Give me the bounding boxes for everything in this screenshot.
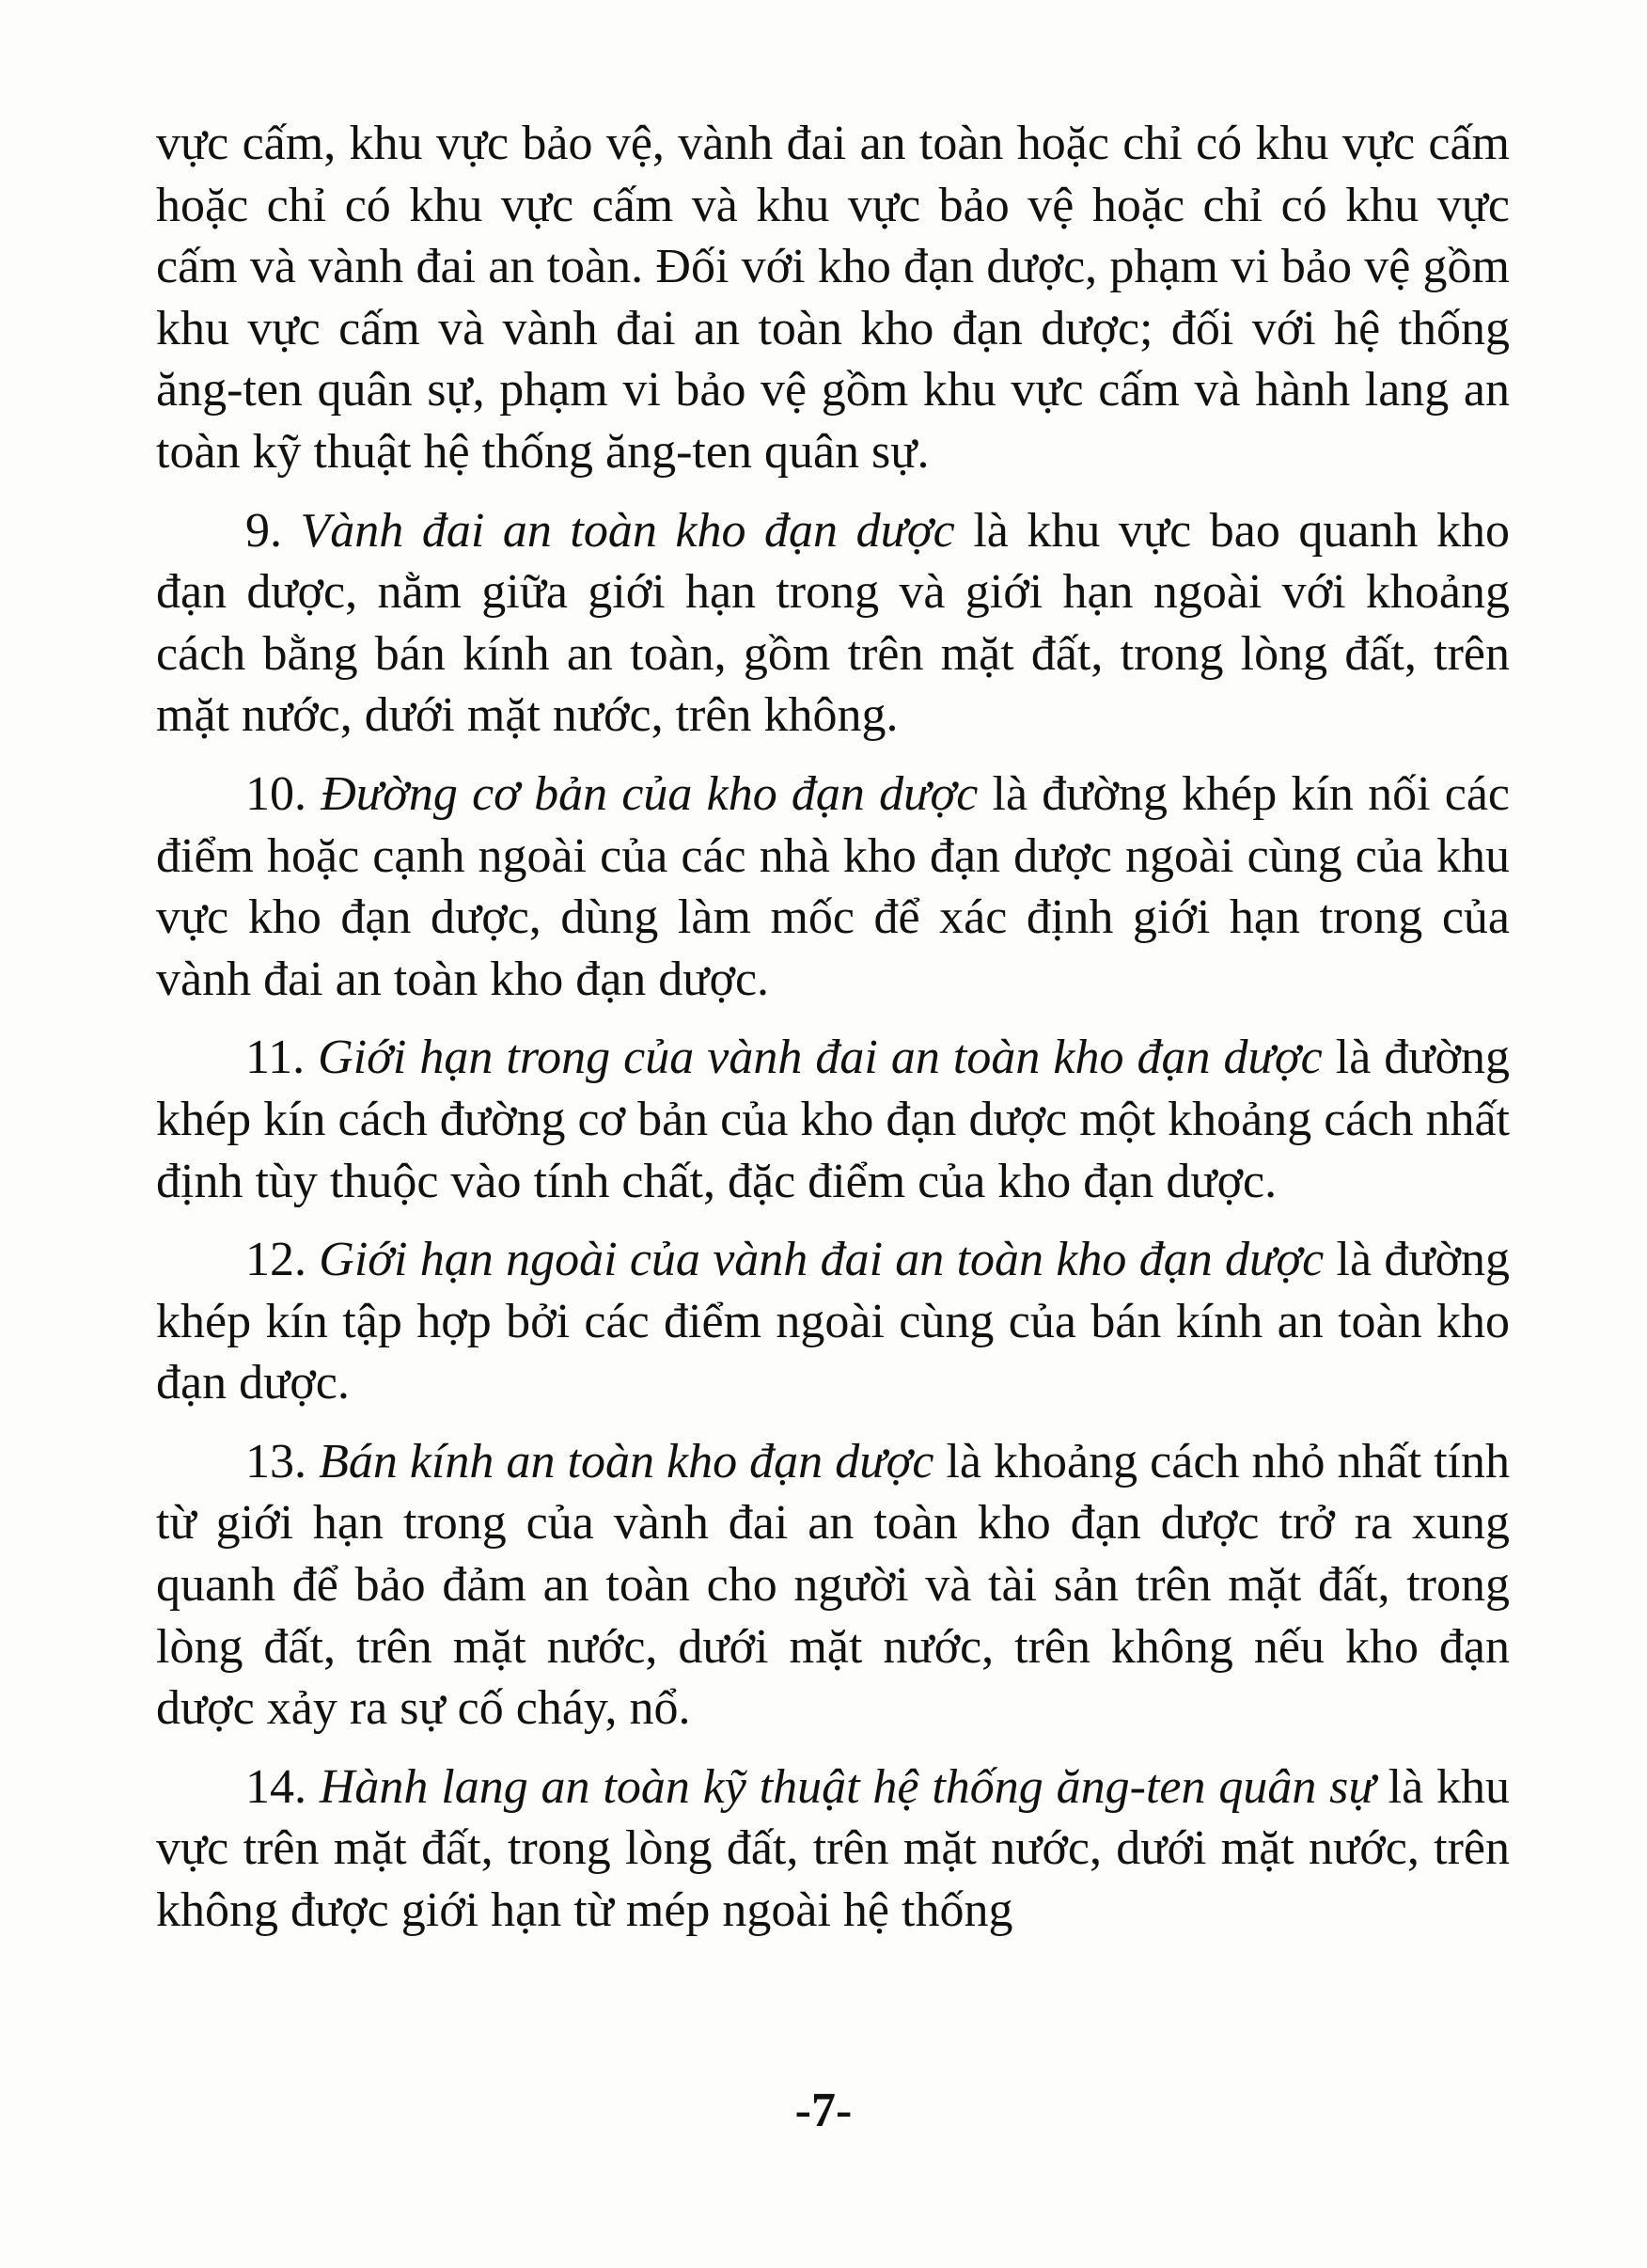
paragraph-text: là khoảng cách nhỏ nhất tính từ giới hạn trong của vành đai an toàn kho đạn dược trở ra xung quanh để bảo đảm an toàn cho người và tài sản trên mặt đất, trong lòng đất, trên mặt nước, dưới mặt nước, trên không nếu kho đạn dược xảy ra sự cố cháy, nổ. (156, 1434, 1511, 1736)
paragraph-text: là đường khép kín cách đường cơ bản của kho đạn dược một khoảng cách nhất định tùy thuộc vào tính chất, đặc điểm của kho đạn dược. (156, 1031, 1510, 1208)
paragraph-text: là đường khép kín nối các điểm hoặc cạnh ngoài của các nhà kho đạn dược ngoài cùng của khu vực kho đạn dược, dùng làm mốc để xác định giới hạn trong của vành đai an toàn kho đạn dược. (156, 766, 1510, 1006)
paragraph-9 (156, 500, 1510, 747)
defined-term: Hành lang an toàn kỹ thuật hệ thống ăng-ten quân sự (319, 1759, 1375, 1814)
paragraph-text: là đường khép kín tập hợp bởi các điểm ngoài cùng của bán kính an toàn kho đạn dược. (156, 1233, 1510, 1410)
defined-term: Giới hạn trong của vành đai an toàn kho đạn dược (318, 1031, 1323, 1085)
paragraph-10 (156, 764, 1510, 1010)
defined-term: Giới hạn ngoài của vành đai an toàn kho đạn dược (319, 1233, 1325, 1287)
defined-term: Bán kính an toàn kho đạn dược (319, 1434, 934, 1488)
paragraph-number: 11. (245, 1031, 319, 1085)
paragraph-number: 12. (245, 1233, 320, 1287)
paragraph-11 (156, 1027, 1510, 1212)
body-text (156, 113, 1510, 1959)
paragraph-number: 9. (245, 503, 301, 558)
paragraph-14 (156, 1756, 1510, 1942)
paragraph-13 (156, 1431, 1510, 1740)
paragraph-number: 10. (245, 766, 322, 821)
paragraph-text: vực cấm, khu vực bảo vệ, vành đai an toàn hoặc chỉ có khu vực cấm hoặc chỉ có khu vực cấm và khu vực bảo vệ hoặc chỉ có khu vực cấm và vành đai an toàn. Đối với kho đạn dược, phạm vi bảo vệ gồm khu vực cấm và vành đai an toàn kho đạn dược; đối với hệ thống ăng-ten quân sự, phạm vi bảo vệ gồm khu vực cấm và hành lang an toàn kỹ thuật hệ thống ăng-ten quân sự. (156, 117, 1510, 479)
paragraph-number: 13. (245, 1434, 320, 1488)
paragraph-text: là khu vực trên mặt đất, trong lòng đất, trên mặt nước, dưới mặt nước, trên không được giới hạn từ mép ngoài hệ thống (156, 1759, 1510, 1938)
paragraph-text: là khu vực bao quanh kho đạn dược, nằm giữa giới hạn trong và giới hạn ngoài với khoảng cách bằng bán kính an toàn, gồm trên mặt đất, trong lòng đất, trên mặt nước, dưới mặt nước, trên không. (156, 503, 1510, 743)
paragraph-12 (156, 1229, 1510, 1414)
defined-term: Đường cơ bản của kho đạn dược (321, 766, 979, 821)
paragraph-continued (156, 113, 1510, 483)
page-number: -7- (794, 2084, 853, 2137)
defined-term: Vành đai an toàn kho đạn dược (300, 503, 955, 558)
paragraph-number: 14. (245, 1759, 320, 1814)
